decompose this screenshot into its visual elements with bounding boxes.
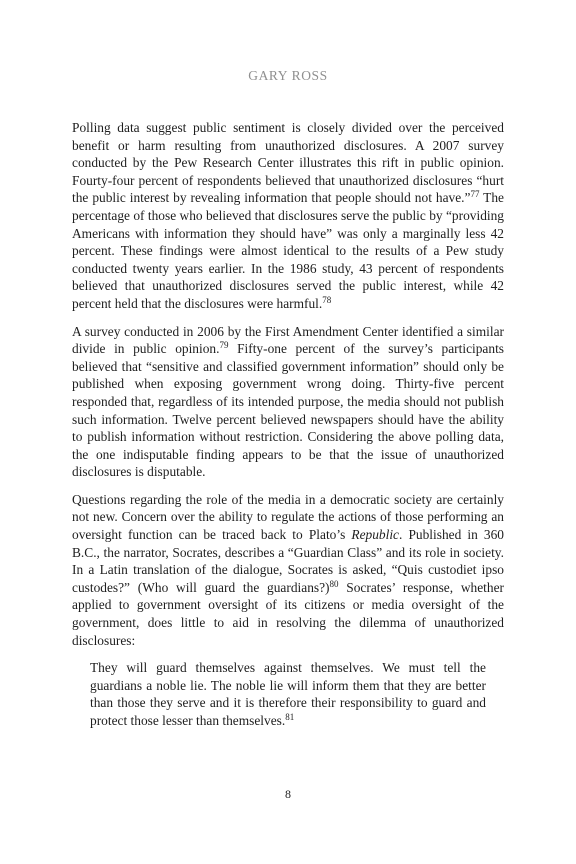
text-run: They will guard themselves against themselves. We must tell the guardians a noble lie. The noble lie will inform them that they are better than those they serve and it is therefore their responsibility to guard and protect those lesser than themselves.	[90, 660, 486, 728]
text-run: . Published in 360 B.C., the narrator, Socrates, describes a “Guardian Class” and its role in society. In a Latin translation of the dialogue, Socrates is asked, “Quis custodiet ipso custodes?” (Who will guard the guardians?)	[72, 527, 504, 595]
running-head: GARY ROSS	[248, 68, 328, 83]
footnote-marker: 80	[329, 578, 339, 589]
page-number: 8	[285, 787, 291, 801]
footnote-marker: 78	[322, 294, 332, 305]
footnote-marker: 77	[470, 189, 480, 200]
paragraph	[72, 119, 504, 313]
text-run: Socrates’ response, whether applied to government oversight of its citizens or media oversight of the government, does little to aid in resolving the dilemma of unauthorized disclosures:	[72, 579, 504, 648]
paragraph	[72, 491, 504, 649]
italic-text: Republic	[351, 527, 399, 543]
text-run: Fifty-one percent of the survey’s participants believed that “sensitive and classified government information” should only be published when exposing government wrong doing. Thirty-five percent responded that, regardless of its intended purpose, the media should not publish such information. Twelve percent believed newspapers should have the ability to publish information without restriction. Considering the above polling data, the one indisputable finding appears to be that the issue of unauthorized disclosures is disputable.	[72, 341, 504, 480]
footnote-marker: 81	[285, 712, 295, 722]
text-run: Questions regarding the role of the media in a democratic society are certainly not new. Concern over the ability to regulate the actions of those performing an oversight function can be traced back to Plato’s	[72, 491, 504, 543]
paragraph	[72, 323, 504, 481]
body-text	[72, 119, 504, 730]
text-run: Polling data suggest public sentiment is closely divided over the perceived benefit or harm resulting from unauthorized disclosures. A 2007 survey conducted by the Pew Research Center illustrates this rift in public opinion. Fourty-four percent of respondents believed that unauthorized disclosures “hurt the public interest by revealing information that people should not have.”	[72, 120, 504, 206]
text-run: A survey conducted in 2006 by the First Amendment Center identified a similar divide in public opinion.	[72, 323, 504, 357]
footnote-marker: 79	[219, 340, 229, 351]
text-run: The percentage of those who believed that disclosures serve the public by “providing Americans with information they should have” was only a marginally less 42 percent. These findings were almost identical to the results of a Pew study conducted twenty years earlier. In the 1986 study, 43 percent of respondents believed that unauthorized disclosures served the public interest, while 42 percent held that the disclosures were harmful.	[72, 190, 504, 311]
block-quote	[90, 659, 486, 729]
